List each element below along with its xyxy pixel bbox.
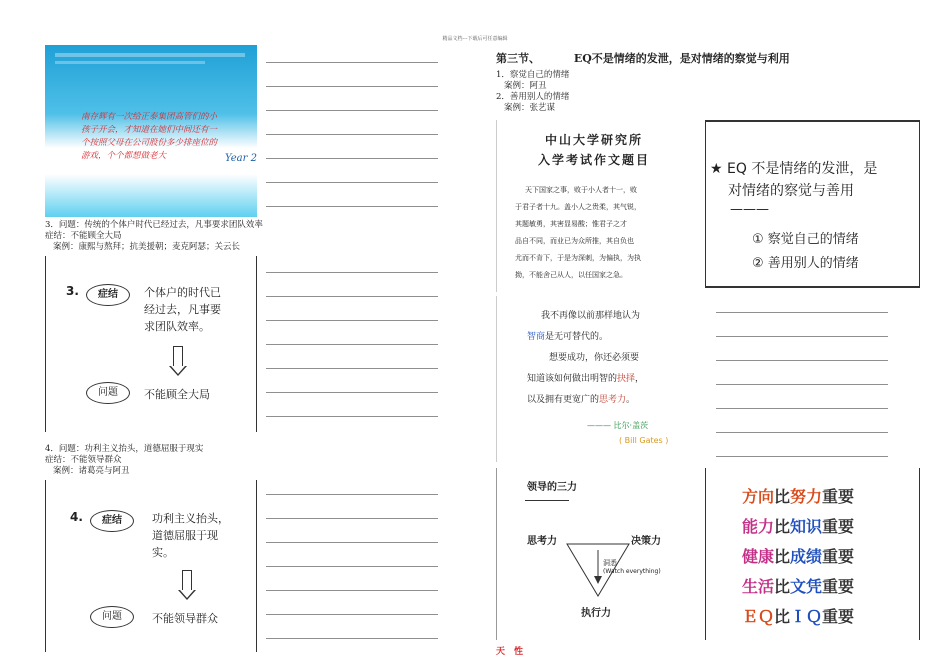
slide-3: [48, 258, 254, 430]
eq-item-1: ① 察觉自己的情绪: [752, 232, 859, 247]
list-item: 1．察觉自己的情绪: [496, 70, 570, 80]
section-label: 第三节、: [496, 52, 540, 65]
eq-line-2: 对情绪的察觉与善用: [728, 183, 854, 199]
triangle-bottom: 执行力: [581, 608, 611, 619]
exam-slide: [496, 120, 691, 292]
star-icon: ★: [710, 161, 723, 177]
eq-item-2: ② 善用别人的情绪: [752, 256, 859, 271]
triangle-left: 思考力: [527, 536, 557, 547]
section-title: EQ不是情绪的发泄，是对情绪的察觉与利用: [573, 52, 790, 65]
down-arrow-icon: [173, 346, 183, 366]
year-label: Year 2: [225, 153, 257, 164]
quote-line-2: 智商是无可替代的。: [527, 332, 609, 342]
triangle-center: 洞悉: [603, 559, 617, 567]
quote-signature: ——— 比尔·盖茨: [587, 421, 649, 430]
slide3-number: 3.: [66, 284, 79, 298]
compare-row: 生活比文凭重要: [742, 577, 855, 596]
compare-row: ＥＱ比ＩＱ重要: [742, 607, 855, 626]
item4-symptom: 症结：不能领导群众: [45, 455, 122, 465]
quote-line-5: 以及拥有更宽广的思考力。: [527, 395, 636, 405]
item3-title: 3．问题：传统的个体户时代已经过去，凡事要求团队效率: [45, 220, 263, 230]
slide3-text-bottom: 不能顾全大局: [144, 388, 210, 401]
exam-body: 天下国家之事，败于小人者十一，败 于君子者十九。盖小人之贵柔，其气锐， 其题敏勇，其害显易酸；惟君子之才 品自不同，而业已为众所推，其自负也 尤而不肯下，于是为深刺，为偏执，为执 拗，不能舍己从人，以任国家之急。: [515, 186, 641, 279]
photo-slide: [45, 45, 257, 217]
item3-symptom: 症结：不能顾全大局: [45, 231, 122, 241]
item3-cases: 案例：康熙与熬拜；抗美援朝；麦克阿瑟；关云长: [53, 242, 241, 252]
header-note: 精品文档---下载后可任意编辑: [442, 36, 508, 42]
slide-4: [48, 482, 254, 650]
down-arrow-icon: [182, 570, 192, 590]
compare-row: 方向比努力重要: [742, 487, 855, 506]
exam-title-2: 入学考试作文题目: [537, 153, 650, 167]
quote-line-3: 想要成功，你还必须要: [549, 353, 640, 363]
triangle-title: 领导的三力: [527, 482, 577, 493]
item4-title: 4．问题：功利主义抬头，道德屈服于现实: [45, 444, 204, 454]
slide4-problem-oval: 问题: [90, 606, 134, 628]
triangle-center-en: (Watch everything): [603, 568, 661, 575]
eq-slide: [705, 120, 920, 288]
list-item: 2．善用别人的情绪: [496, 92, 570, 102]
compare-row: 健康比成绩重要: [742, 547, 855, 566]
slide4-text-bottom: 不能领导群众: [152, 612, 218, 625]
eq-dash: ———: [730, 202, 769, 217]
quote-line-4: 知道该如何做出明智的抉择，: [527, 374, 645, 384]
slide3-text-top: 个体户的时代已 经过去，凡事要 求团队效率。: [144, 286, 221, 333]
exam-title-1: 中山大学研究所: [544, 133, 643, 147]
slide3-symptom-oval: 症结: [86, 284, 130, 306]
compare-row: 能力比知识重要: [742, 517, 855, 536]
list-item-case: 案例：阿丑: [504, 81, 547, 91]
quote-line-1: 我不再像以前那样地认为: [541, 311, 641, 321]
list-item-case: 案例：张艺谋: [504, 103, 556, 113]
slide4-symptom-oval: 症结: [90, 510, 134, 532]
slide3-problem-oval: 问题: [86, 382, 130, 404]
slide4-text-top: 功利主义抬头， 道德屈服于现 实。: [152, 512, 229, 559]
slide4-number: 4.: [70, 510, 83, 524]
photo-caption: 南存辉有一次给正泰集团高管们的小 孩子开会，才知道在她们中间还有一 个按照父母在公司股份多少排座位的 游戏，个个都想做老大: [81, 112, 218, 161]
quote-signature-en: ( Bill Gates ): [619, 436, 669, 445]
footer-label: 天 性: [496, 647, 524, 657]
compare-slide: [705, 468, 920, 640]
item4-cases: 案例：诸葛亮与阿丑: [53, 466, 130, 476]
eq-line-1: EQ 不是情绪的发泄，是: [727, 161, 878, 177]
triangle-right: 决策力: [631, 536, 661, 547]
section-heading: [496, 50, 790, 66]
gates-slide: [496, 296, 691, 462]
leadership-triangle-slide: [496, 468, 691, 640]
